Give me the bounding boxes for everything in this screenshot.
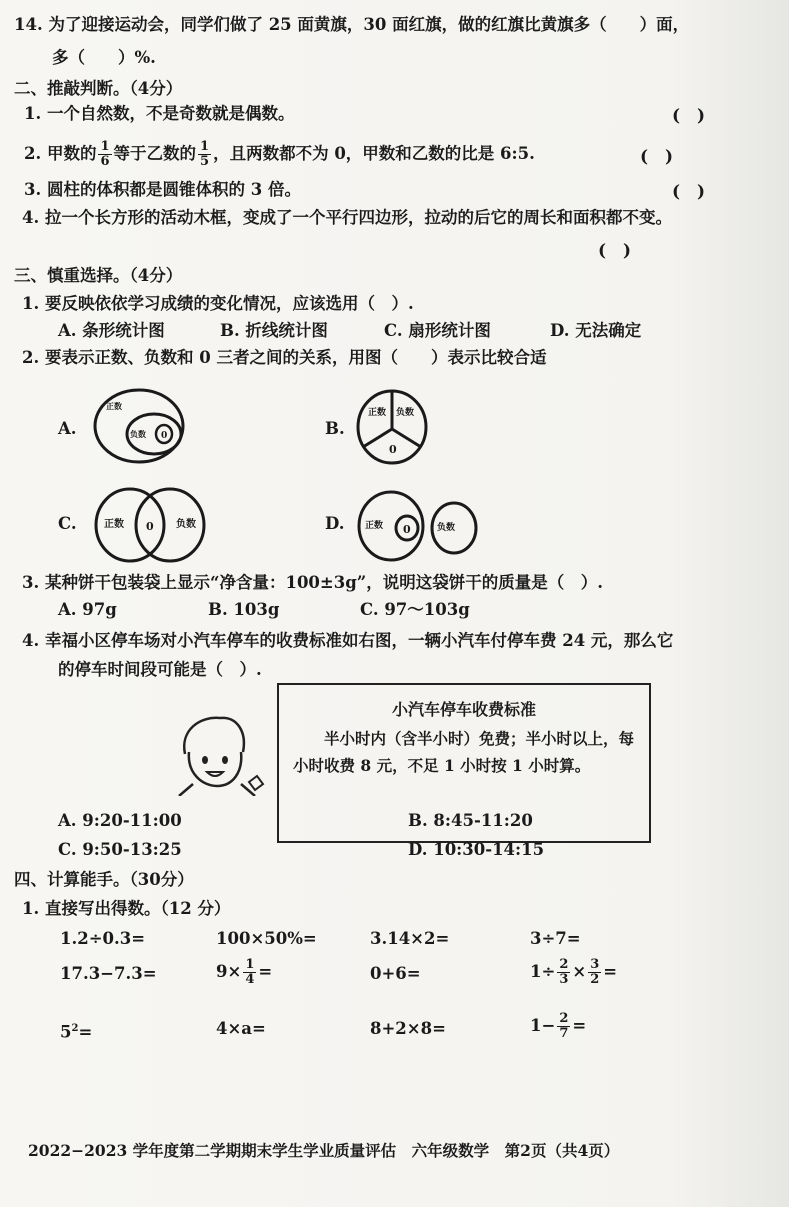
- option-d[interactable]: D.: [325, 514, 345, 533]
- calc-q1: 1. 直接写出得数。（12 分）: [22, 899, 231, 918]
- text: =: [258, 962, 273, 981]
- denominator: 7: [559, 1026, 569, 1041]
- option-b[interactable]: B. 8:45-11:20: [408, 811, 533, 830]
- answer-paren[interactable]: ( ): [672, 182, 706, 202]
- text: ×: [572, 962, 587, 981]
- text: 9×: [216, 962, 242, 981]
- option-c[interactable]: C. 扇形统计图: [384, 321, 491, 340]
- numerator: 2: [559, 957, 569, 972]
- calc-item: [530, 1012, 586, 1041]
- choice-q4-line1: 4. 幸福小区停车场对小汽车停车的收费标准如右图，一辆小汽车付停车费 24 元，那么它: [22, 631, 674, 650]
- label-positive: 正数: [365, 521, 384, 531]
- diagram-d: [355, 488, 480, 564]
- denominator: 2: [590, 972, 600, 987]
- option-c[interactable]: C. 9:50-13:25: [58, 840, 182, 859]
- calc-item: 3÷7=: [530, 929, 581, 948]
- option-d[interactable]: D. 无法确定: [550, 321, 642, 340]
- judge-item-4: 4. 拉一个长方形的活动木框，变成了一个平行四边形，拉动的后它的周长和面积都不变。: [22, 208, 672, 227]
- notice-title: 小汽车停车收费标准: [391, 700, 536, 719]
- page-footer: 2022−2023 学年度第二学期期末学生学业质量评估 六年级数学 第2页（共4页）: [28, 1141, 620, 1160]
- denominator: 3: [559, 972, 569, 987]
- calc-item: 1.2÷0.3=: [60, 929, 146, 948]
- calc-item: [60, 1018, 92, 1044]
- numerator: 3: [590, 957, 600, 972]
- text: 5: [60, 1022, 72, 1042]
- label-negative: 负数: [396, 408, 415, 418]
- denominator: 6: [100, 154, 110, 169]
- fraction: [588, 958, 601, 987]
- text: =: [603, 962, 618, 981]
- label-negative: 负数: [437, 523, 456, 533]
- section3-heading: 三、慎重选择。（4分）: [14, 266, 183, 285]
- text: ，且两数都不为 0，甲数和乙数的比是 6:5.: [213, 144, 535, 163]
- calc-item: 8+2×8=: [370, 1019, 446, 1038]
- numerator: 1: [100, 139, 110, 154]
- pie-diagram-b: [354, 387, 434, 467]
- calc-item: 17.3−7.3=: [60, 964, 157, 983]
- section4-heading: 四、计算能手。（30分）: [14, 870, 194, 889]
- calc-item: [216, 958, 272, 987]
- label-negative: 负数: [130, 429, 146, 439]
- option-a[interactable]: A. 97g: [58, 600, 117, 619]
- label-zero: 0: [146, 520, 154, 533]
- notice-body: 半小时内（含半小时）免费；半小时以上，每小时收费 8 元，不足 1 小时按 1 小时算。: [293, 729, 635, 775]
- label-zero: 0: [161, 431, 168, 441]
- numerator: 1: [200, 139, 210, 154]
- text: 1÷: [530, 962, 556, 981]
- choice-q3: 3. 某种饼干包装袋上显示“净含量：100±3g”，说明这袋饼干的质量是（ ）.: [22, 573, 603, 592]
- fraction: [243, 958, 256, 987]
- answer-paren[interactable]: ( ): [672, 106, 706, 126]
- label-positive: 正数: [368, 408, 387, 418]
- label-positive: 正数: [104, 519, 124, 530]
- choice-q1: 1. 要反映依依学习成绩的变化情况，应该选用（ ）.: [22, 294, 414, 313]
- q14-line1: 14. 为了迎接运动会，同学们做了 25 面黄旗，30 面红旗，做的红旗比黄旗多（ ）面，: [14, 15, 690, 34]
- fraction: [557, 1012, 570, 1041]
- option-d[interactable]: D. 10:30-14:15: [408, 840, 545, 859]
- text: 1−: [530, 1016, 556, 1035]
- fraction: [198, 140, 211, 169]
- label-zero: 0: [403, 523, 411, 536]
- option-c[interactable]: C.: [58, 514, 77, 533]
- text: 2. 甲数的: [24, 144, 97, 163]
- venn-diagram-c: [90, 485, 212, 565]
- text: =: [78, 1022, 93, 1042]
- choice-q4-line2: 的停车时间段可能是（ ）.: [58, 660, 262, 679]
- text: 等于乙数的: [113, 144, 197, 163]
- option-b[interactable]: B. 折线统计图: [220, 321, 328, 340]
- calc-item: 3.14×2=: [370, 929, 450, 948]
- venn-diagram-a: [92, 385, 192, 465]
- choice-q2: 2. 要表示正数、负数和 0 三者之间的关系，用图（ ）表示比较合适: [22, 348, 547, 367]
- judge-item-1: 1. 一个自然数，不是奇数就是偶数。: [24, 104, 295, 123]
- option-b[interactable]: B.: [325, 419, 345, 438]
- q14-line2: 多（ ）%.: [52, 48, 156, 67]
- judge-item-3: 3. 圆柱的体积都是圆锥体积的 3 倍。: [24, 180, 301, 199]
- fraction: [557, 958, 570, 987]
- option-b[interactable]: B. 103g: [208, 600, 280, 619]
- answer-paren[interactable]: ( ): [598, 241, 632, 261]
- denominator: 4: [245, 972, 255, 987]
- label-negative: 负数: [176, 519, 196, 530]
- label-zero: 0: [389, 443, 397, 456]
- calc-item: 100×50%=: [216, 929, 317, 948]
- text: =: [572, 1016, 587, 1035]
- numerator: 2: [559, 1011, 569, 1026]
- option-a[interactable]: A.: [58, 419, 77, 438]
- section2-heading: 二、推敲判断。（4分）: [14, 79, 183, 98]
- option-a[interactable]: A. 条形统计图: [58, 321, 165, 340]
- judge-item-2: [24, 140, 535, 169]
- answer-paren[interactable]: ( ): [640, 147, 674, 167]
- calc-item: [530, 958, 617, 987]
- option-c[interactable]: C. 97～103g: [360, 600, 470, 619]
- calc-item: 4×a=: [216, 1019, 266, 1038]
- denominator: 5: [200, 154, 210, 169]
- label-positive: 正数: [106, 401, 122, 411]
- exponent: 2: [71, 1023, 79, 1034]
- cartoon-boy-illustration: [175, 712, 267, 796]
- numerator: 1: [245, 957, 255, 972]
- fraction: [98, 140, 111, 169]
- calc-item: 0+6=: [370, 964, 421, 983]
- option-a[interactable]: A. 9:20-11:00: [58, 811, 182, 830]
